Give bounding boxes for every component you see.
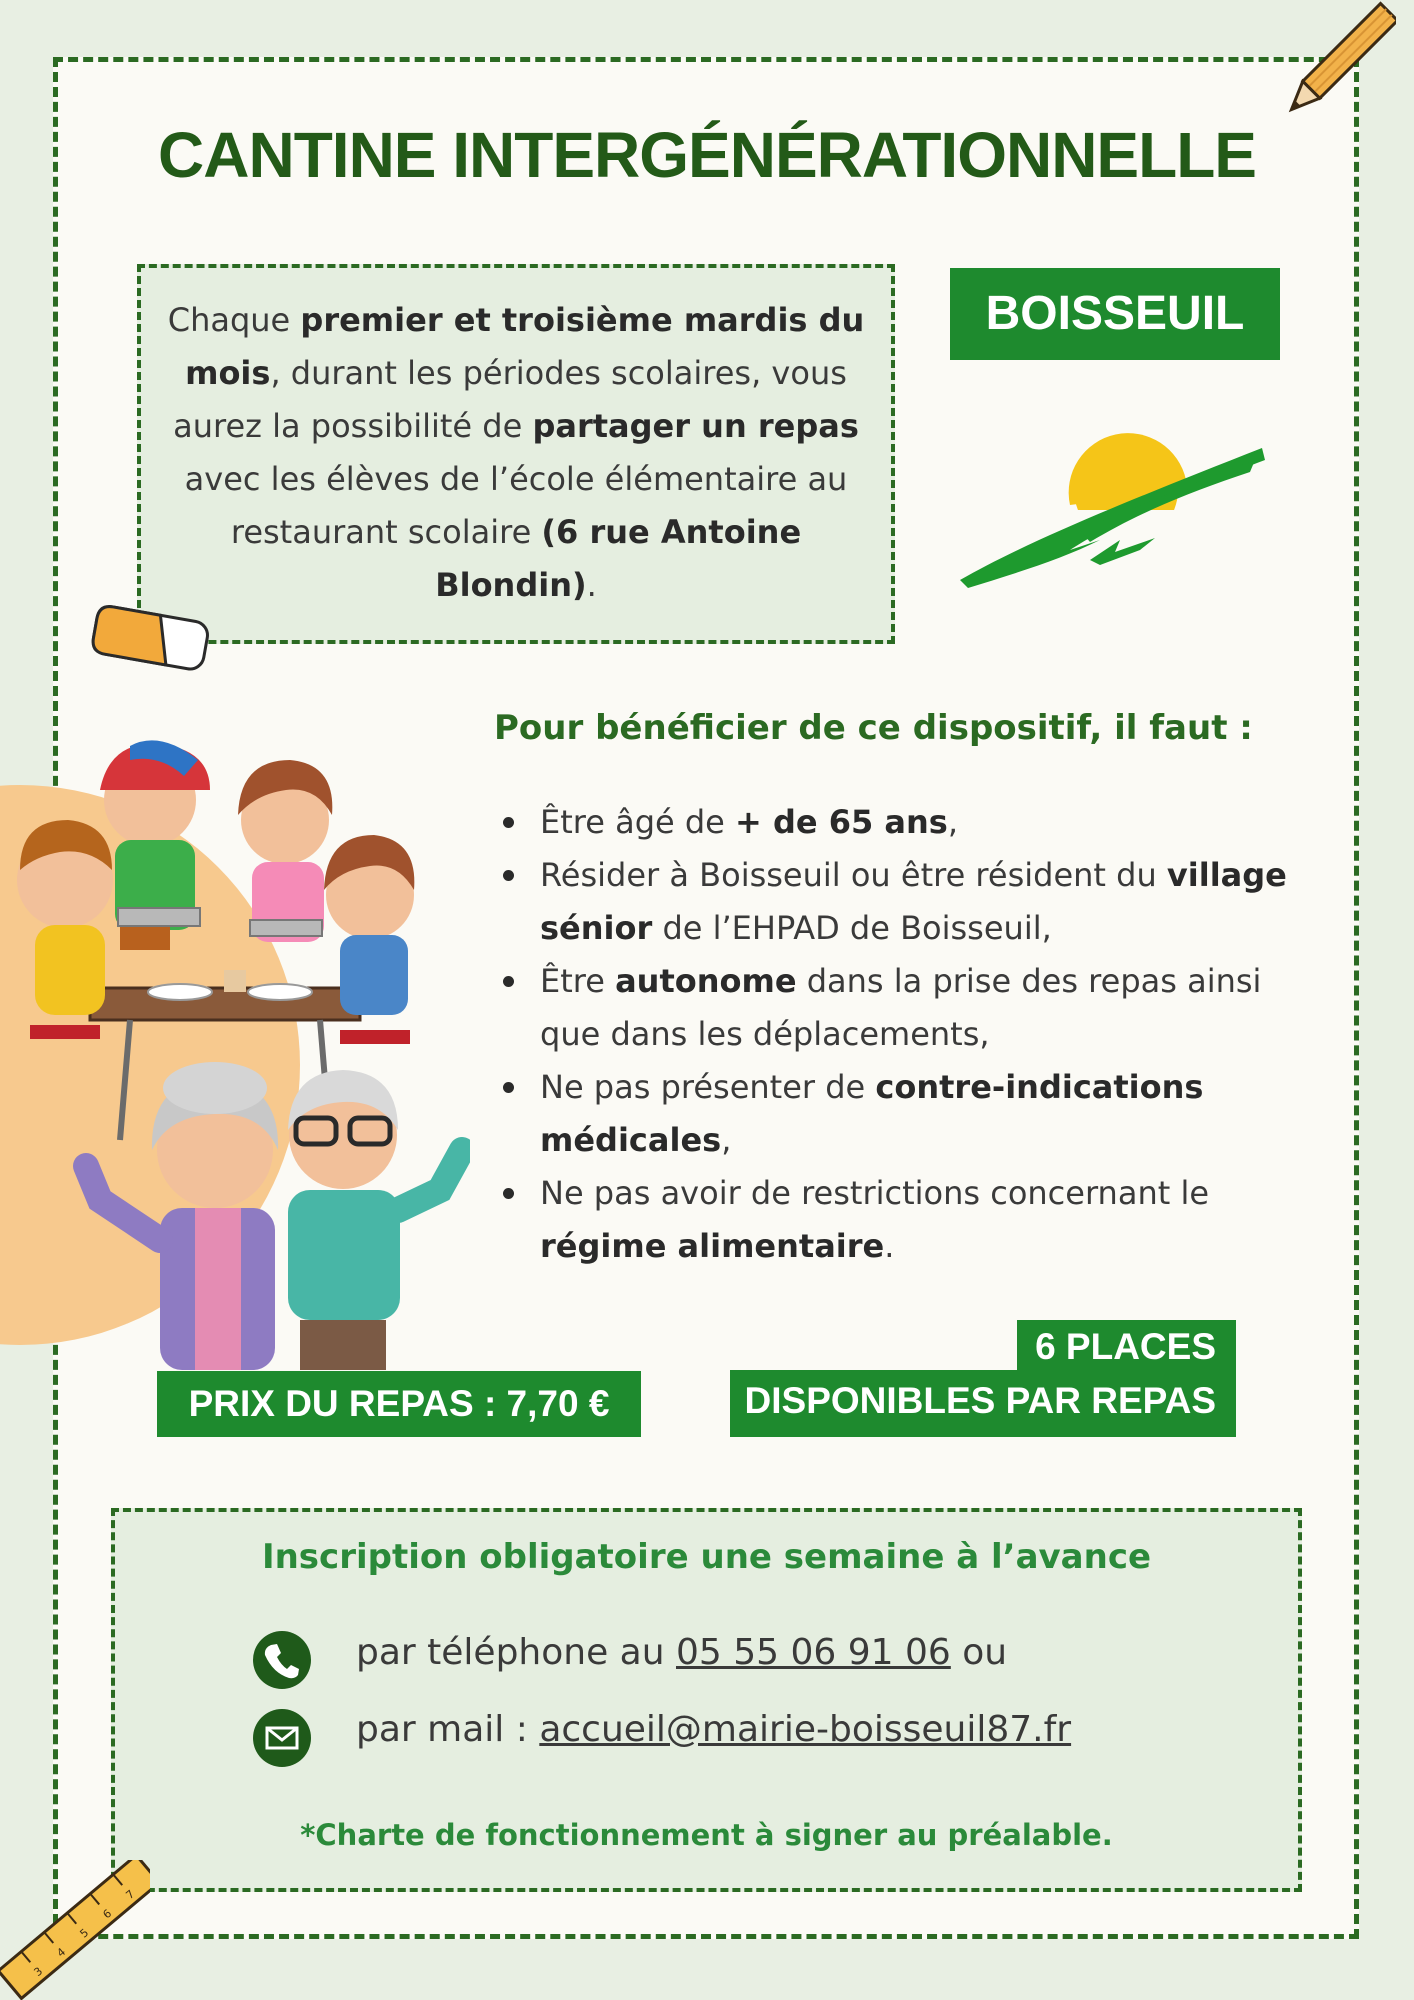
condition-item: Ne pas avoir de restrictions concernant le régime alimentaire.: [496, 1167, 1316, 1273]
phone-contact: par téléphone au 05 55 06 91 06 ou: [356, 1632, 1008, 1673]
pencil-icon: [1276, 0, 1396, 130]
town-badge: BOISSEUIL: [950, 268, 1280, 360]
footnote: *Charte de fonctionnement à signer au préalable.: [300, 1818, 1113, 1852]
ruler-number: 3: [31, 1964, 46, 1980]
condition-item: Être âgé de + de 65 ans,: [496, 796, 1316, 849]
price-badge: PRIX DU REPAS : 7,70 €: [157, 1371, 641, 1437]
ruler-number: 5: [77, 1926, 92, 1941]
intro-text: Chaque premier et troisième mardis du mois, durant les périodes scolaires, vous aurez la possibilité de partager un repas avec les élèves de l’école élémentaire au restaurant scolaire (6 rue Antoine Blondin).: [167, 301, 865, 604]
children-seniors-illustration: [0, 720, 470, 1370]
boisseuil-logo: [950, 420, 1270, 590]
eraser-icon: [86, 600, 216, 680]
conditions-list: [496, 796, 1316, 1273]
condition-item: Être autonome dans la prise des repas ainsi que dans les déplacements,: [496, 955, 1316, 1061]
condition-item: Ne pas présenter de contre-indications médicales,: [496, 1061, 1316, 1167]
condition-item: Résider à Boisseuil ou être résident du village sénior de l’EHPAD de Boisseuil,: [496, 849, 1316, 955]
page-title: CANTINE INTERGÉNÉRATIONNELLE: [158, 119, 1256, 191]
ruler-number: 7: [123, 1887, 138, 1902]
mail-icon: [253, 1709, 311, 1767]
ruler-icon: [0, 1860, 150, 2000]
inscription-heading: Inscription obligatoire une semaine à l’avance: [261, 1537, 1152, 1577]
ruler-number: 6: [100, 1906, 115, 1922]
places-badge-line2: DISPONIBLES PAR REPAS: [730, 1370, 1236, 1437]
conditions-heading: Pour bénéficier de ce dispositif, il faut :: [494, 708, 1253, 748]
mail-contact: par mail : accueil@mairie-boisseuil87.fr: [356, 1709, 1072, 1750]
phone-icon: [253, 1631, 311, 1689]
places-badge-line1: 6 PLACES: [1017, 1320, 1236, 1372]
ruler-number: 4: [54, 1945, 69, 1960]
mail-link[interactable]: accueil@mairie-boisseuil87.fr: [539, 1709, 1072, 1750]
phone-link[interactable]: 05 55 06 91 06: [676, 1632, 951, 1673]
